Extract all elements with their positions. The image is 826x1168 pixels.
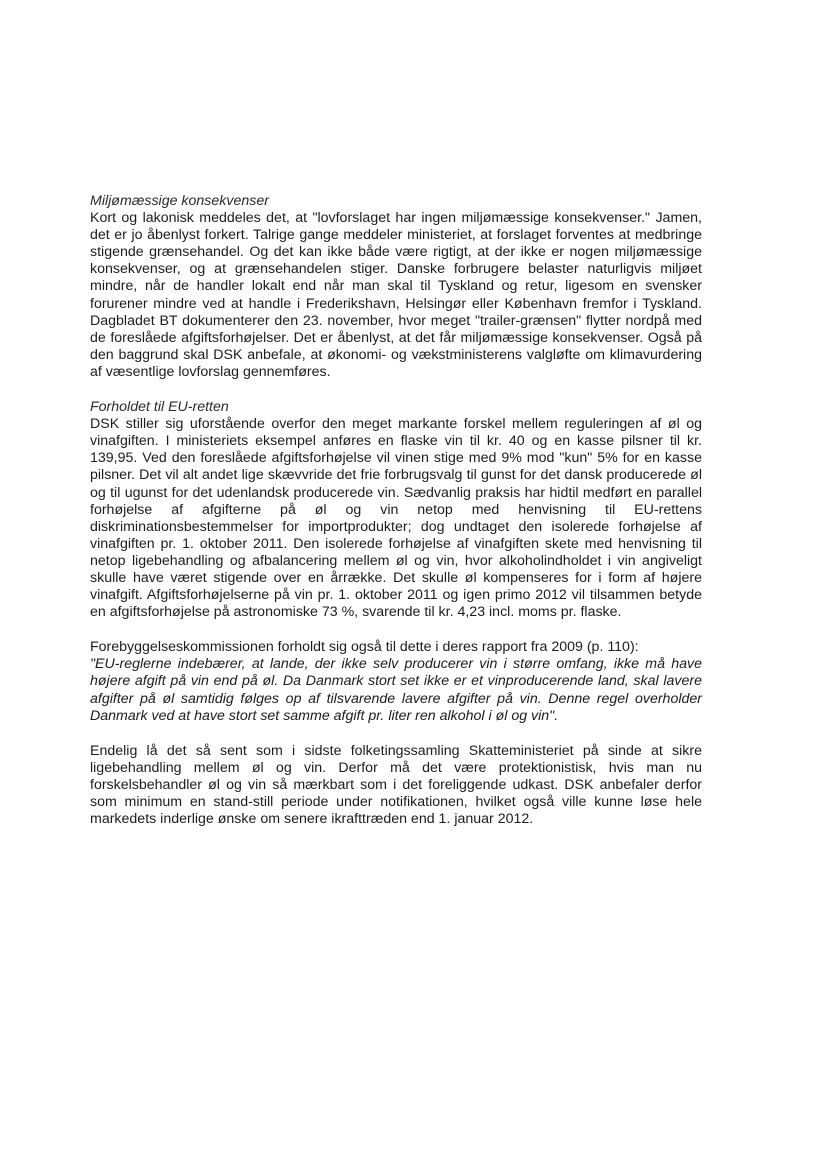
- section-body: DSK stiller sig uforstående overfor den meget markante forskel mellem reguleringen af øl og vinafgiften. I ministeriets eksempel anføres en flaske vin til kr. 40 og en kasse pilsner til kr. 139,95. Ved den foreslåede afgiftsforhøjelse vil vinen stige med 9% mod "kun" 5% for en kasse pilsner. Det vil alt andet lige skævvride det frie forbrugsvalg til gunst for det dansk producerede øl og til ugunst for det udenlandsk producerede vin. Sædvanlig praksis har hidtil medført en parallel forhøjelse af afgifterne på øl og vin netop med henvisning til EU-rettens diskriminationsbestemmelser for importprodukter; dog undtaget den isolerede forhøjelse af vinafgiften pr. 1. oktober 2011. Den isolerede forhøjelse af vinafgiften skete med henvisning til netop ligebehandling og afbalancering mellem øl og vin, hvor alkoholindholdet i vin angiveligt skulle have været stigende over en årrække. Det skulle øl kompenseres for i form af højere vinafgift. Afgiftsforhøjelserne på vin pr. 1. oktober 2011 og igen primo 2012 vil tilsammen betyde en afgiftsforhøjelse på astronomiske 73 %, svarende til kr. 4,23 incl. moms pr. flaske.: [90, 416, 702, 621]
- section-prevention-commission: [90, 639, 702, 724]
- section-heading: Forholdet til EU-retten: [90, 399, 229, 416]
- section-heading: Miljømæssige konsekvenser: [90, 193, 269, 209]
- section-eu-law: [90, 399, 702, 621]
- section-body: Kort og lakonisk meddeles det, at "lovforslaget har ingen miljømæssige konsekvenser." Jamen, det er jo åbenlyst forkert. Talrige gange meddeler ministeriet, at forslaget forventes at medbringe stigende grænsehandel. Og det kan ikke både være rigtigt, at der ikke er nogen miljømæssige konsekvenser, og at grænsehandelen stiger. Danske forbrugere belaster naturligvis miljøet mindre, når de handler lokalt end når man skal til Tyskland og retur, ligesom en svensker forurener mindre ved at handle i Frederikshavn, Helsingør eller København fremfor i Tyskland. Dagbladet BT dokumenterer den 23. november, hvor meget "trailer-grænsen" flytter nordpå med de foreslåede afgiftsforhøjelser. Det er åbenlyst, at det får miljømæssige konsekvenser. Også på den baggrund skal DSK anbefale, at økonomi- og vækstministerens valgløfte om klimavurdering af væsentlige lovforslag gennemføres.: [90, 210, 702, 380]
- section-conclusion: [90, 743, 702, 828]
- conclusion-body: Endelig lå det så sent som i sidste folketingssamling Skatteministeriet på sinde at sikre ligebehandling mellem øl og vin. Derfor må det være protektionistisk, hvis man nu forskelsbehandler øl og vin så mærkbart som i det foreliggende udkast. DSK anbefaler derfor som minimum en stand-still periode under notifikationen, hvilket også ville kunne løse hele markedets inderlige ønske om senere ikrafttræden end 1. januar 2012.: [90, 742, 702, 828]
- section-environmental-consequences: [90, 193, 702, 381]
- commission-quote: "EU-reglerne indebærer, at lande, der ikke selv producerer vin i større omfang, ikke må have højere afgift på vin end på øl. Da Danmark stort set ikke er et vinproducerende land, skal lavere afgifter på øl samtidig følges op af tilsvarende lavere afgifter på vin. Denne regel overholder Danmark ved at have stort set samme afgift pr. liter ren alkohol i øl og vin".: [90, 656, 702, 724]
- document-page: [90, 193, 702, 846]
- commission-intro: Forebyggelseskommissionen forholdt sig også til dette i deres rapport fra 2009 (p. 110):: [90, 639, 639, 656]
